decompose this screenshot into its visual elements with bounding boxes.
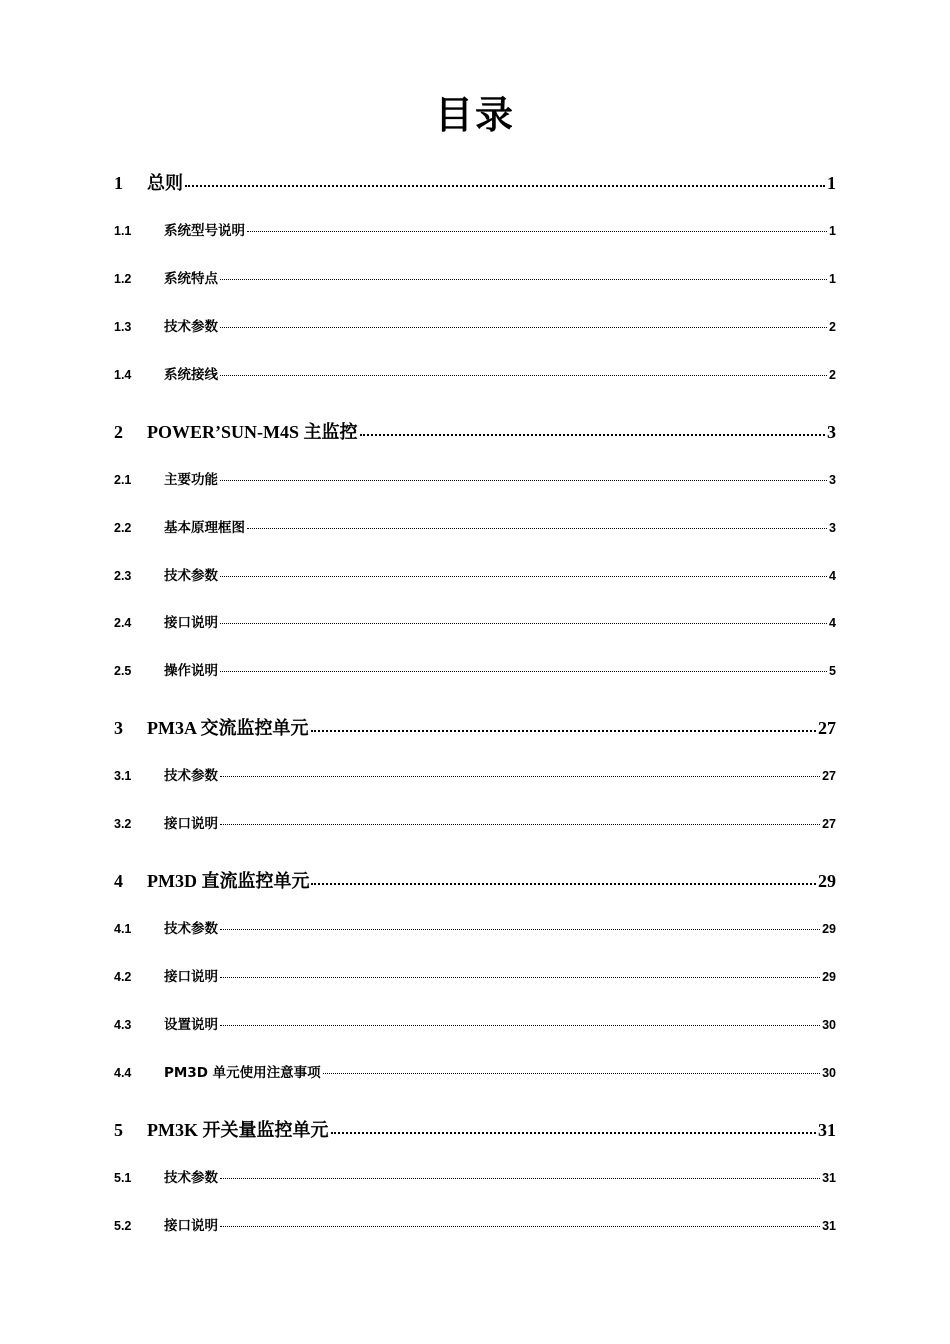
toc-dot-leader xyxy=(220,614,827,628)
toc-entry-4-1[interactable] xyxy=(114,919,836,939)
toc-title: 目录 xyxy=(434,93,515,137)
toc-entry-page: 3 xyxy=(829,521,836,535)
toc-entry-4-2[interactable] xyxy=(114,967,836,987)
toc-dot-leader xyxy=(247,222,827,236)
toc-entry-label: 基本原理框图 xyxy=(164,520,245,536)
toc-dot-leader xyxy=(185,171,825,189)
toc-entry-3[interactable] xyxy=(114,715,836,741)
toc-entry-page: 1 xyxy=(829,272,836,286)
toc-entry-page: 31 xyxy=(822,1171,836,1185)
toc-entry-label: 技术参数 xyxy=(164,568,218,584)
toc-entry-page: 1 xyxy=(827,173,836,193)
toc-entry-number: 2.4 xyxy=(114,616,132,630)
toc-entry-page: 31 xyxy=(818,1120,836,1140)
toc-entry-page: 27 xyxy=(818,718,836,738)
toc-dot-leader xyxy=(311,716,817,734)
toc-entry-page: 4 xyxy=(829,616,836,630)
toc-entry-5[interactable] xyxy=(114,1117,836,1143)
toc-entry-number: 1.1 xyxy=(114,224,132,238)
toc-entry-number: 1.3 xyxy=(114,320,132,334)
toc-entry-label: 系统特点 xyxy=(164,271,218,287)
toc-entry-number: 2.3 xyxy=(114,569,132,583)
toc-entry-number: 3.1 xyxy=(114,769,132,783)
toc-entry-label: 技术参数 xyxy=(164,319,218,335)
toc-entry-label: 接口说明 xyxy=(164,615,218,631)
toc-entry-label: 设置说明 xyxy=(164,1017,218,1033)
toc-entry-page: 29 xyxy=(822,922,836,936)
toc-entry-2-3[interactable] xyxy=(114,566,836,586)
toc-dot-leader xyxy=(220,767,820,781)
toc-entry-number: 2.2 xyxy=(114,521,132,535)
toc-entry-label: 技术参数 xyxy=(164,921,218,937)
toc-entry-page: 5 xyxy=(829,664,836,678)
toc-entry-number: 2.1 xyxy=(114,473,132,487)
toc-entry-number: 5.2 xyxy=(114,1219,132,1233)
toc-entry-label: PM3K 开关量监控单元 xyxy=(147,1120,329,1140)
toc-entry-number: 1.2 xyxy=(114,272,132,286)
toc-entry-label: 主要功能 xyxy=(164,472,218,488)
toc-entry-2-1[interactable] xyxy=(114,470,836,490)
toc-entry-label: PM3D 单元使用注意事项 xyxy=(164,1065,321,1081)
toc-dot-leader xyxy=(220,662,827,676)
toc-dot-leader xyxy=(220,920,820,934)
toc-entry-label: 接口说明 xyxy=(164,816,218,832)
toc-dot-leader xyxy=(220,471,827,485)
toc-entry-label: 接口说明 xyxy=(164,1218,218,1234)
toc-entry-page: 29 xyxy=(822,970,836,984)
toc-entry-4-3[interactable] xyxy=(114,1015,836,1035)
toc-entry-page: 27 xyxy=(822,769,836,783)
toc-dot-leader xyxy=(331,1118,817,1136)
toc-entry-page: 2 xyxy=(829,320,836,334)
toc-entry-number: 4.3 xyxy=(114,1018,132,1032)
toc-entry-1[interactable] xyxy=(114,170,836,196)
toc-dot-leader xyxy=(220,968,820,982)
toc-entry-3-1[interactable] xyxy=(114,766,836,786)
toc-entry-page: 31 xyxy=(822,1219,836,1233)
toc-entry-number: 1.4 xyxy=(114,368,132,382)
toc-entry-page: 2 xyxy=(829,368,836,382)
toc-entry-2-4[interactable] xyxy=(114,613,836,633)
toc-dot-leader xyxy=(220,270,827,284)
toc-entry-page: 4 xyxy=(829,569,836,583)
toc-entry-3-2[interactable] xyxy=(114,814,836,834)
toc-entry-2-5[interactable] xyxy=(114,661,836,681)
toc-entry-number: 5 xyxy=(114,1120,123,1140)
toc-dot-leader xyxy=(220,1217,820,1231)
toc-entry-5-1[interactable] xyxy=(114,1168,836,1188)
toc-entry-page: 30 xyxy=(822,1066,836,1080)
toc-entry-page: 30 xyxy=(822,1018,836,1032)
toc-entry-2-2[interactable] xyxy=(114,518,836,538)
toc-entry-2[interactable] xyxy=(114,419,836,445)
toc-entry-page: 29 xyxy=(818,871,836,891)
toc-entry-label: PM3A 交流监控单元 xyxy=(147,718,309,738)
toc-entry-number: 4 xyxy=(114,871,123,891)
toc-entry-page: 27 xyxy=(822,817,836,831)
toc-entry-number: 4.2 xyxy=(114,970,132,984)
toc-entry-number: 2 xyxy=(114,422,123,442)
toc-dot-leader xyxy=(220,815,820,829)
toc-entry-number: 3 xyxy=(114,718,123,738)
toc-dot-leader xyxy=(247,519,827,533)
toc-entry-label: 系统型号说明 xyxy=(164,223,245,239)
toc-dot-leader xyxy=(311,869,816,887)
toc-entry-1-1[interactable] xyxy=(114,221,836,241)
toc-entry-number: 1 xyxy=(114,173,123,193)
toc-entry-label: POWER’SUN-M4S 主监控 xyxy=(147,422,358,442)
toc-entry-label: PM3D 直流监控单元 xyxy=(147,871,310,891)
toc-entry-label: 技术参数 xyxy=(164,768,218,784)
toc-entry-label: 技术参数 xyxy=(164,1170,218,1186)
toc-entry-page: 3 xyxy=(827,422,836,442)
toc-entry-label: 系统接线 xyxy=(164,367,218,383)
toc-dot-leader xyxy=(360,420,826,438)
toc-entry-number: 5.1 xyxy=(114,1171,132,1185)
toc-entry-1-4[interactable] xyxy=(114,365,836,385)
toc-dot-leader xyxy=(220,366,827,380)
toc-entry-label: 总则 xyxy=(147,173,183,193)
toc-entry-label: 操作说明 xyxy=(164,663,218,679)
toc-entry-page: 3 xyxy=(829,473,836,487)
toc-dot-leader xyxy=(220,1169,820,1183)
toc-entry-4-4[interactable] xyxy=(114,1063,836,1083)
toc-dot-leader xyxy=(220,567,827,581)
toc-entry-number: 3.2 xyxy=(114,817,132,831)
toc-dot-leader xyxy=(220,318,827,332)
toc-entry-number: 4.4 xyxy=(114,1066,132,1080)
toc-entry-5-2[interactable] xyxy=(114,1216,836,1236)
toc-entry-number: 4.1 xyxy=(114,922,132,936)
toc-dot-leader xyxy=(220,1016,820,1030)
toc-entry-1-3[interactable] xyxy=(114,317,836,337)
toc-entry-4[interactable] xyxy=(114,868,836,894)
toc-dot-leader xyxy=(323,1064,820,1078)
toc-entry-number: 2.5 xyxy=(114,664,132,678)
toc-entry-label: 接口说明 xyxy=(164,969,218,985)
toc-entry-page: 1 xyxy=(829,224,836,238)
toc-entry-1-2[interactable] xyxy=(114,269,836,289)
